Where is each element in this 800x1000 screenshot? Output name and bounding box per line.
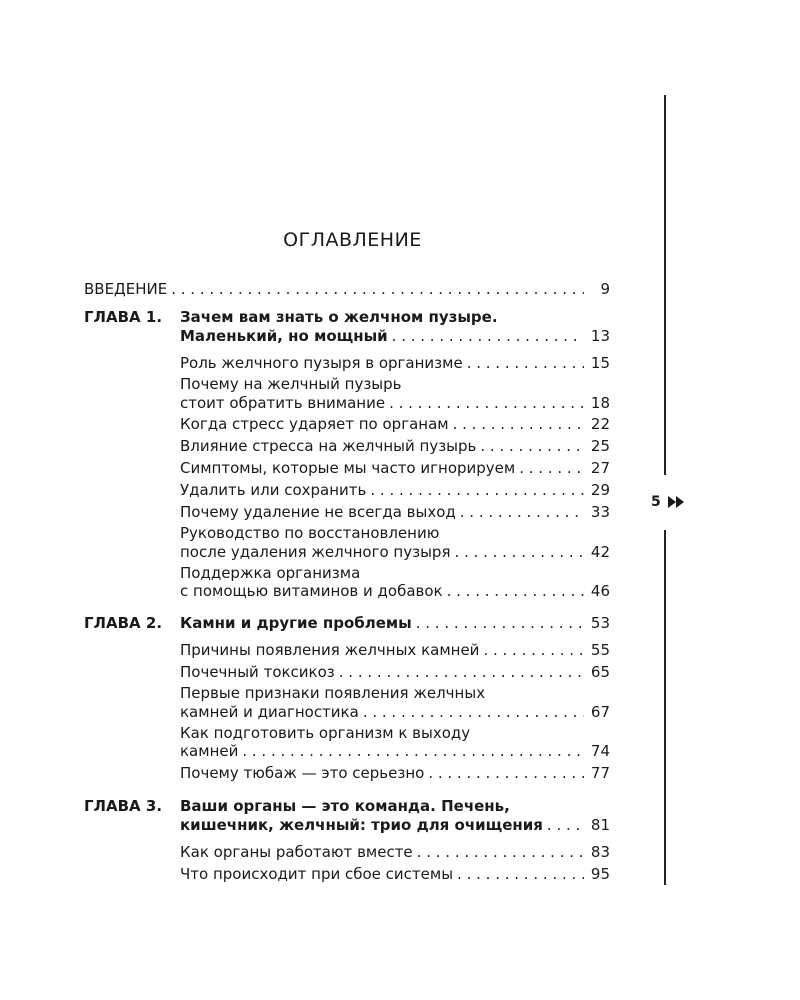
toc-entry-label: Симптомы, которые мы часто игнорируем [180, 459, 516, 477]
toc-entry[interactable] [180, 354, 610, 372]
chapter-1-title-line1: Зачем вам знать о желчном пузыре. [180, 308, 498, 326]
toc-entry-label: Что происходит при сбое системы [180, 865, 454, 883]
toc-entry-page: 95 [590, 865, 610, 883]
leader-dots [547, 816, 584, 834]
toc-entry[interactable] [180, 582, 610, 600]
toc-entry[interactable] [180, 394, 610, 412]
toc-entry-label: стоит обратить внимание [180, 394, 386, 412]
toc-entry-label: Когда стресс ударяет по органам [180, 415, 449, 433]
toc-entry-page: 55 [590, 641, 610, 659]
toc-entry[interactable] [180, 764, 610, 782]
toc-entry-page: 46 [590, 582, 610, 600]
toc-entry-page: 81 [590, 816, 610, 834]
toc-entry-label: Влияние стресса на желчный пузырь [180, 437, 477, 455]
toc-entry-page: 18 [590, 394, 610, 412]
toc-entry-label: Маленький, но мощный [180, 327, 388, 345]
toc-entry-label: Почему удаление не всегда выход [180, 503, 456, 521]
toc-entry[interactable] [180, 459, 610, 477]
page-number: 5 [651, 494, 661, 510]
edge-rule-bottom [664, 530, 666, 885]
leader-dots [370, 481, 584, 499]
toc-entry[interactable] [180, 543, 610, 561]
leader-dots [467, 354, 584, 372]
leader-dots [457, 865, 584, 883]
toc-entry-chapter-1[interactable] [180, 327, 610, 345]
toc-entry-chapter-2[interactable] [180, 614, 610, 632]
chapter-2-prefix: ГЛАВА 2. [84, 614, 163, 632]
toc-entry-page: 42 [590, 543, 610, 561]
folio [651, 494, 685, 510]
toc-entry-page: 25 [590, 437, 610, 455]
leader-dots [417, 843, 584, 861]
toc-entry-label: Камни и другие проблемы [180, 614, 412, 632]
toc-entry[interactable] [180, 663, 610, 681]
toc-entry-label: Удалить или сохранить [180, 481, 367, 499]
toc-entry-page: 29 [590, 481, 610, 499]
toc-entry-page: 83 [590, 843, 610, 861]
toc-entry-label-line1: Как подготовить организм к выходу [180, 724, 471, 742]
leader-dots [339, 663, 584, 681]
toc-entry[interactable] [180, 843, 610, 861]
leader-dots [389, 394, 584, 412]
leader-dots [171, 280, 584, 298]
toc-entry[interactable] [180, 437, 610, 455]
toc-entry-label: камней и диагностика [180, 703, 359, 721]
toc-entry-label: Как органы работают вместе [180, 843, 413, 861]
leader-dots [454, 543, 584, 561]
toc-entry-label: Почему тюбаж — это серьезно [180, 764, 425, 782]
toc-entry-page: 22 [590, 415, 610, 433]
leader-dots [480, 437, 584, 455]
leader-dots [483, 641, 584, 659]
toc-entry[interactable] [180, 415, 610, 433]
toc-entry[interactable] [180, 703, 610, 721]
toc-entry-page: 13 [590, 327, 610, 345]
chapter-3-prefix: ГЛАВА 3. [84, 797, 163, 815]
toc-entry-label-line1: Первые признаки появления желчных [180, 684, 486, 702]
toc-entry-page: 74 [590, 742, 610, 760]
toc-entry-label: кишечник, желчный: трио для очищения [180, 816, 543, 834]
leader-dots [242, 742, 584, 760]
toc-entry-label: Почечный токсикоз [180, 663, 335, 681]
leader-dots [519, 459, 584, 477]
toc-entry[interactable] [180, 742, 610, 760]
page-title: ОГЛАВЛЕНИЕ [283, 228, 422, 251]
toc-entry[interactable] [180, 865, 610, 883]
chapter-1-prefix: ГЛАВА 1. [84, 308, 163, 326]
toc-entry[interactable] [180, 481, 610, 499]
toc-entry-intro[interactable] [84, 280, 610, 298]
toc-entry-page: 9 [600, 280, 610, 298]
toc-entry-page: 53 [590, 614, 610, 632]
toc-entry-label-line1: Почему на желчный пузырь [180, 375, 402, 393]
leader-dots [460, 503, 584, 521]
toc-entry-label-line1: Поддержка организма [180, 564, 361, 582]
toc-entry-label-line1: Руководство по восстановлению [180, 524, 440, 542]
leader-dots [392, 327, 584, 345]
toc-entry-page: 15 [590, 354, 610, 372]
toc-entry-label: после удаления желчного пузыря [180, 543, 451, 561]
toc-entry-page: 67 [590, 703, 610, 721]
toc-entry-label: с помощью витаминов и добавок [180, 582, 443, 600]
toc-entry-page: 33 [590, 503, 610, 521]
leader-dots [363, 703, 584, 721]
toc-entry-page: 65 [590, 663, 610, 681]
edge-rule-top [664, 95, 666, 475]
leader-dots [447, 582, 584, 600]
double-arrow-right-icon [668, 496, 685, 508]
toc-entry-label: камней [180, 742, 239, 760]
toc-entry-label: Причины появления желчных камней [180, 641, 480, 659]
leader-dots [453, 415, 584, 433]
toc-entry-label: Роль желчного пузыря в организме [180, 354, 463, 372]
chapter-3-title-line1: Ваши органы — это команда. Печень, [180, 797, 510, 815]
toc-entry[interactable] [180, 503, 610, 521]
toc-entry-label: ВВЕДЕНИЕ [84, 280, 168, 298]
toc-entry[interactable] [180, 641, 610, 659]
toc-entry-page: 77 [590, 764, 610, 782]
toc-entry-chapter-3[interactable] [180, 816, 610, 834]
leader-dots [416, 614, 584, 632]
leader-dots [428, 764, 584, 782]
toc-entry-page: 27 [590, 459, 610, 477]
